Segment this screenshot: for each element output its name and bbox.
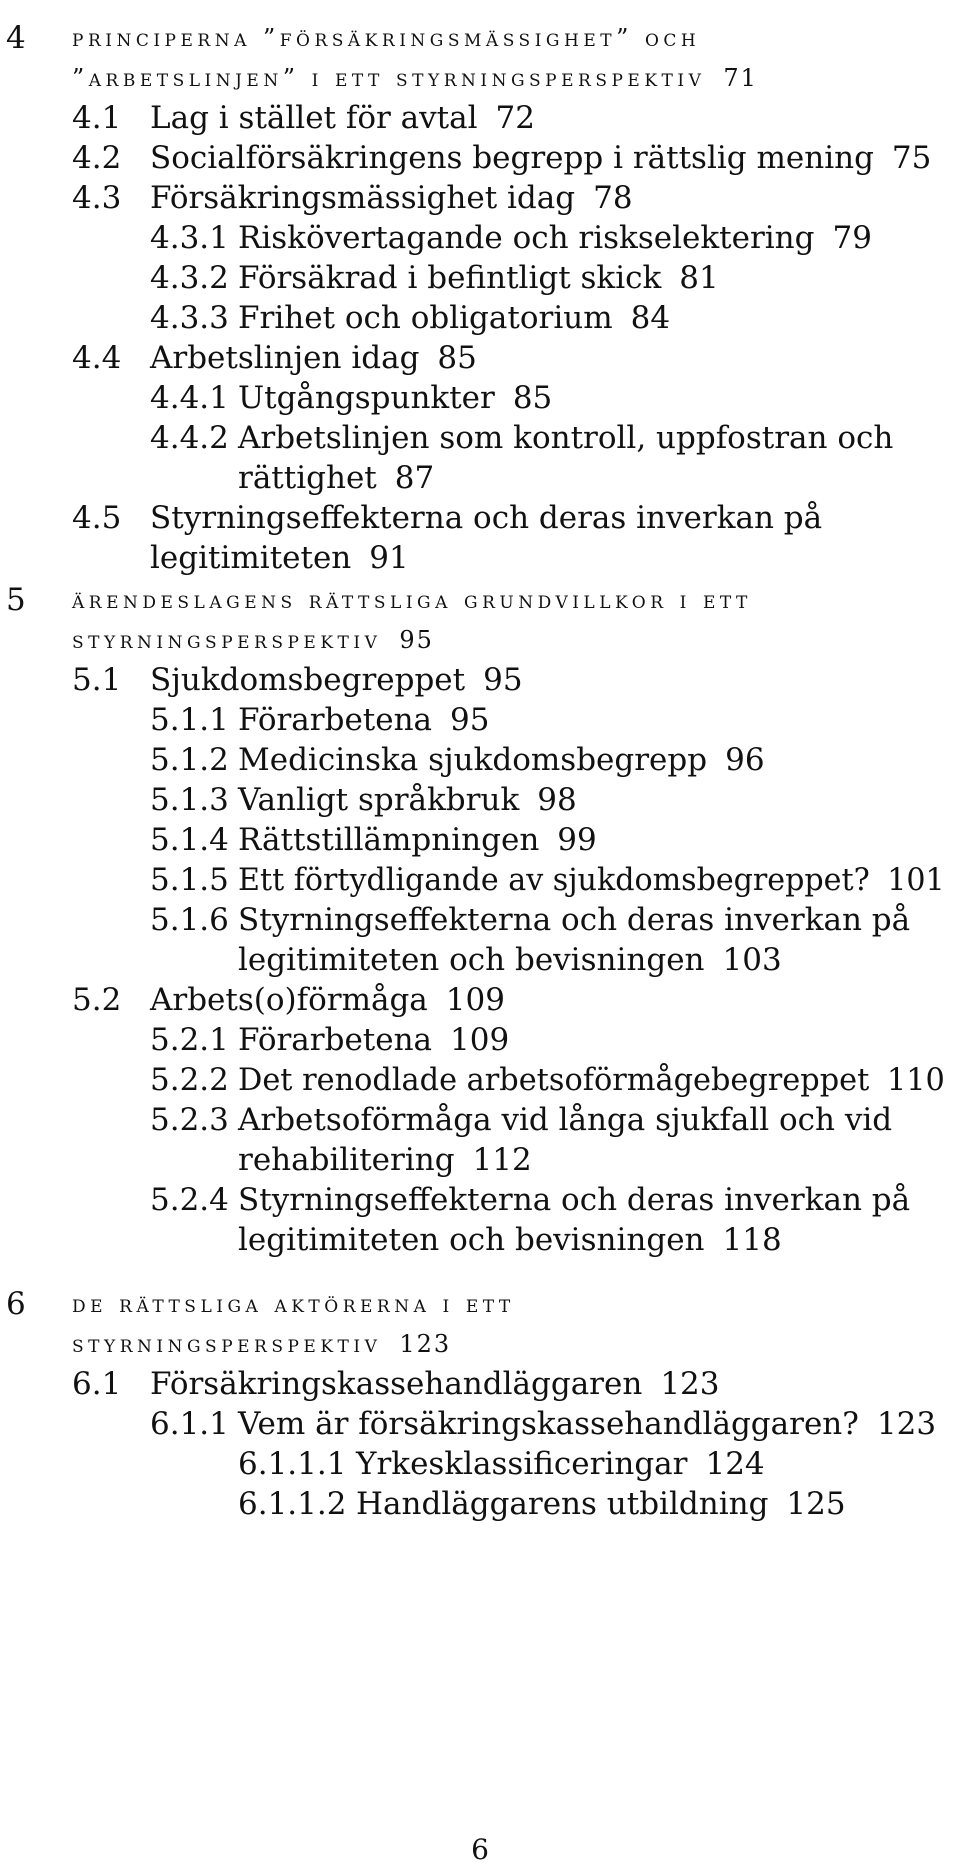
entry-title: Förarbetena <box>238 1022 433 1058</box>
entry-title: Arbetslinjen idag <box>150 340 420 376</box>
chapter-title <box>72 18 700 58</box>
entry-number: 5.2.1 <box>150 1022 229 1058</box>
entry-title: rättighet <box>238 460 377 496</box>
entry-page: 79 <box>832 220 872 256</box>
entry-title: Arbets(o)förmåga <box>150 982 428 1018</box>
entry-page: 123 <box>876 1406 937 1442</box>
chapter-page: 71 <box>723 64 758 92</box>
entry-text <box>238 298 670 338</box>
entry-title: rehabilitering <box>238 1142 455 1178</box>
entry-number: 6.1.1.1 <box>238 1446 347 1482</box>
entry-title: Yrkesklassificeringar <box>356 1446 688 1482</box>
entry-title: Ett förtydligande av sjukdomsbegreppet? <box>238 862 870 898</box>
entry-text <box>150 538 409 578</box>
entry-number: 5.1.5 <box>150 862 229 898</box>
entry-text <box>238 218 872 258</box>
entry-text <box>238 1020 509 1060</box>
chapter-title-text: ”arbetslinjen” i ett styrningsperspektiv <box>72 64 706 92</box>
entry-text <box>238 1220 782 1260</box>
chapter-title <box>72 620 434 660</box>
entry-text <box>150 660 523 700</box>
entry-page: 110 <box>886 1062 945 1098</box>
entry-number: 4.3.1 <box>150 220 229 256</box>
entry-number: 5.1 <box>72 662 122 698</box>
entry-title: Styrningseffekterna och deras inverkan på <box>238 902 911 938</box>
entry-title: Försäkrad i befintligt skick <box>238 260 662 296</box>
entry-text <box>238 900 910 940</box>
entry-text <box>238 820 597 860</box>
chapter-number: 6 <box>6 1286 26 1322</box>
entry-number: 6.1.1.2 <box>238 1486 347 1522</box>
entry-number: 4.5 <box>72 500 122 536</box>
entry-number: 6.1.1 <box>150 1406 229 1442</box>
entry-number: 4.1 <box>72 100 122 136</box>
chapter-page: 95 <box>399 626 434 654</box>
entry-page: 112 <box>472 1142 532 1178</box>
entry-title: legitimiteten och bevisningen <box>238 942 705 978</box>
entry-number: 5.2.3 <box>150 1102 229 1138</box>
entry-text <box>150 498 822 538</box>
entry-text <box>238 1100 892 1140</box>
entry-text <box>150 98 535 138</box>
entry-title: Handläggarens utbildning <box>356 1486 769 1522</box>
entry-text <box>238 1180 910 1220</box>
entry-text <box>150 178 633 218</box>
entry-page: 125 <box>786 1486 846 1522</box>
entry-page: 124 <box>705 1446 765 1482</box>
chapter-number: 4 <box>6 20 26 56</box>
entry-page: 91 <box>369 540 409 576</box>
chapter-title-text: de rättsliga aktörerna i ett <box>72 1290 515 1318</box>
entry-title: Styrningseffekterna och deras inverkan på <box>150 500 823 536</box>
entry-page: 99 <box>557 822 597 858</box>
entry-text <box>238 1140 532 1180</box>
entry-text <box>238 258 719 298</box>
entry-text <box>238 940 782 980</box>
entry-page: 109 <box>445 982 505 1018</box>
entry-number: 4.3 <box>72 180 122 216</box>
entry-title: Lag i stället för avtal <box>150 100 478 136</box>
entry-text <box>238 378 552 418</box>
entry-title: Rättstillämpningen <box>238 822 540 858</box>
entry-page: 123 <box>660 1366 720 1402</box>
entry-page: 84 <box>630 300 671 336</box>
entry-text <box>238 740 765 780</box>
entry-title: Det renodlade arbetsoförmågebegreppet <box>238 1062 870 1098</box>
entry-page: 75 <box>891 140 932 176</box>
entry-title: Arbetsoförmåga vid långa sjukfall och vid <box>238 1102 893 1138</box>
entry-title: Riskövertagande och riskselektering <box>238 220 815 256</box>
entry-number: 5.1.4 <box>150 822 229 858</box>
entry-text <box>356 1484 846 1524</box>
entry-number: 4.2 <box>72 140 122 176</box>
entry-number: 6.1 <box>72 1366 122 1402</box>
entry-text <box>150 1364 719 1404</box>
entry-page: 72 <box>495 100 535 136</box>
entry-title: Vanligt språkbruk <box>238 782 520 818</box>
entry-page: 101 <box>887 862 945 898</box>
chapter-title <box>72 580 752 620</box>
entry-page: 95 <box>450 702 490 738</box>
entry-number: 5.2.2 <box>150 1062 229 1098</box>
entry-text <box>238 418 893 458</box>
entry-title: Förarbetena <box>238 702 433 738</box>
entry-number: 5.2.4 <box>150 1182 229 1218</box>
chapter-title <box>72 1284 515 1324</box>
entry-title: Socialförsäkringens begrepp i rättslig mening <box>150 140 874 176</box>
entry-number: 5.1.2 <box>150 742 229 778</box>
entry-page: 78 <box>593 180 633 216</box>
entry-title: Arbetslinjen som kontroll, uppfostran och <box>238 420 894 456</box>
entry-title: Vem är försäkringskassehandläggaren? <box>238 1406 859 1442</box>
entry-page: 85 <box>437 340 477 376</box>
entry-text <box>238 1060 945 1100</box>
entry-title: Försäkringsmässighet idag <box>150 180 576 216</box>
entry-number: 4.3.3 <box>150 300 229 336</box>
entry-number: 4.4 <box>72 340 122 376</box>
entry-text <box>238 780 577 820</box>
entry-page: 95 <box>483 662 523 698</box>
entry-number: 4.4.2 <box>150 420 229 456</box>
entry-number: 4.3.2 <box>150 260 229 296</box>
entry-text <box>238 1404 936 1444</box>
entry-page: 118 <box>722 1222 782 1258</box>
entry-page: 98 <box>537 782 577 818</box>
entry-page: 85 <box>512 380 553 416</box>
entry-title: Försäkringskassehandläggaren <box>150 1366 643 1402</box>
chapter-title-text: styrningsperspektiv <box>72 626 382 654</box>
entry-text <box>238 458 434 498</box>
entry-text <box>238 860 945 900</box>
entry-page: 96 <box>725 742 765 778</box>
page-number: 6 <box>471 1833 489 1866</box>
entry-title: Utgångspunkter <box>238 380 495 416</box>
entry-title: Medicinska sjukdomsbegrepp <box>238 742 708 778</box>
entry-number: 5.1.6 <box>150 902 229 938</box>
entry-text <box>238 700 490 740</box>
entry-page: 87 <box>394 460 435 496</box>
entry-title: Frihet och obligatorium <box>238 300 613 336</box>
entry-number: 4.4.1 <box>150 380 229 416</box>
entry-page: 103 <box>722 942 782 978</box>
entry-text <box>150 980 505 1020</box>
entry-number: 5.1.1 <box>150 702 229 738</box>
chapter-title-text: ärendeslagens rättsliga grundvillkor i ett <box>72 586 752 614</box>
entry-text <box>150 338 477 378</box>
entry-title: Styrningseffekterna och deras inverkan på <box>238 1182 911 1218</box>
chapter-number: 5 <box>6 582 26 618</box>
entry-text <box>356 1444 765 1484</box>
entry-text <box>150 138 931 178</box>
chapter-title <box>72 1324 451 1364</box>
chapter-title-text: principerna ”försäkringsmässighet” och <box>72 24 701 52</box>
entry-title: legitimiteten <box>150 540 352 576</box>
entry-page: 81 <box>679 260 719 296</box>
entry-title: Sjukdomsbegreppet <box>150 662 466 698</box>
entry-number: 5.2 <box>72 982 122 1018</box>
entry-page: 109 <box>450 1022 510 1058</box>
chapter-title <box>72 58 758 98</box>
chapter-page: 123 <box>399 1330 452 1358</box>
entry-title: legitimiteten och bevisningen <box>238 1222 705 1258</box>
chapter-title-text: styrningsperspektiv <box>72 1330 382 1358</box>
entry-number: 5.1.3 <box>150 782 229 818</box>
